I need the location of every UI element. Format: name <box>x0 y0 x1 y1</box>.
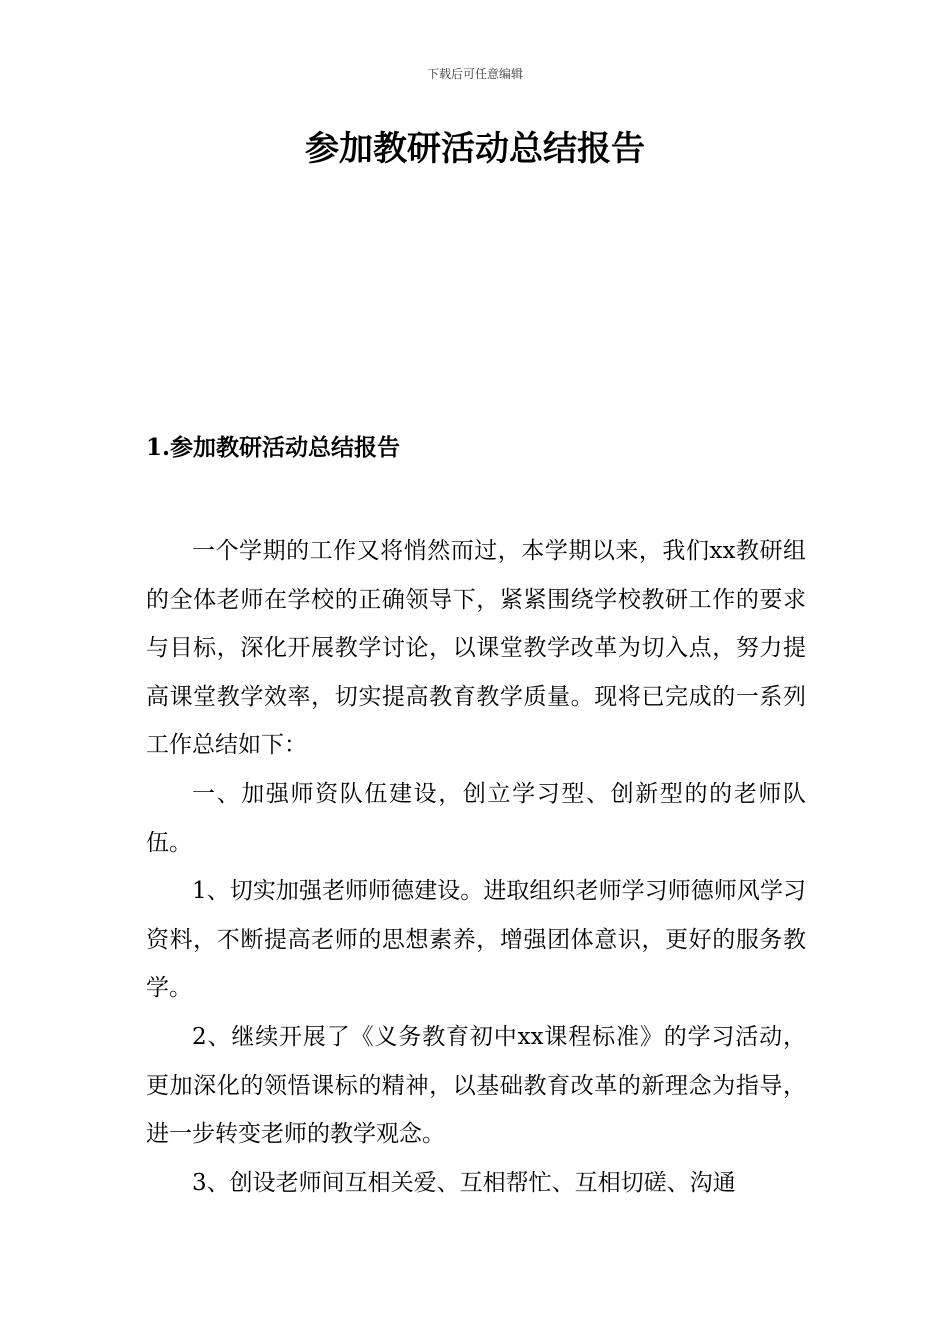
body-paragraph: 一、加强师资队伍建设，创立学习型、创新型的的老师队伍。 <box>146 780 806 856</box>
document-body <box>146 527 806 1207</box>
page-header: 下载后可任意编辑 <box>426 67 523 81</box>
body-paragraph: 1、切实加强老师师德建设。进取组织老师学习师德师风学习资料，不断提高老师的思想素养，增强团体意识，更好的服务教学。 <box>146 878 806 1002</box>
document-title: 参加教研活动总结报告 <box>305 129 645 169</box>
body-paragraph: 一个学期的工作又将悄然而过，本学期以来，我们xx教研组的全体老师在学校的正确领导下，紧紧围绕学校教研工作的要求与目标，深化开展教学讨论，以课堂教学改革为切入点，努力提高课堂教学效率，切实提高教育教学质量。现将已完成的一系列工作总结如下： <box>146 538 806 759</box>
body-paragraph: 3、创设老师间互相关爱、互相帮忙、互相切磋、沟通 <box>192 1169 736 1196</box>
body-paragraph: 2、继续开展了《义务教育初中xx课程标准》的学习活动，更加深化的领悟课标的精神，以基础教育改革的新理念为指导，进一步转变老师的教学观念。 <box>146 1023 806 1148</box>
section-heading: 1.参加教研活动总结报告 <box>146 434 401 461</box>
